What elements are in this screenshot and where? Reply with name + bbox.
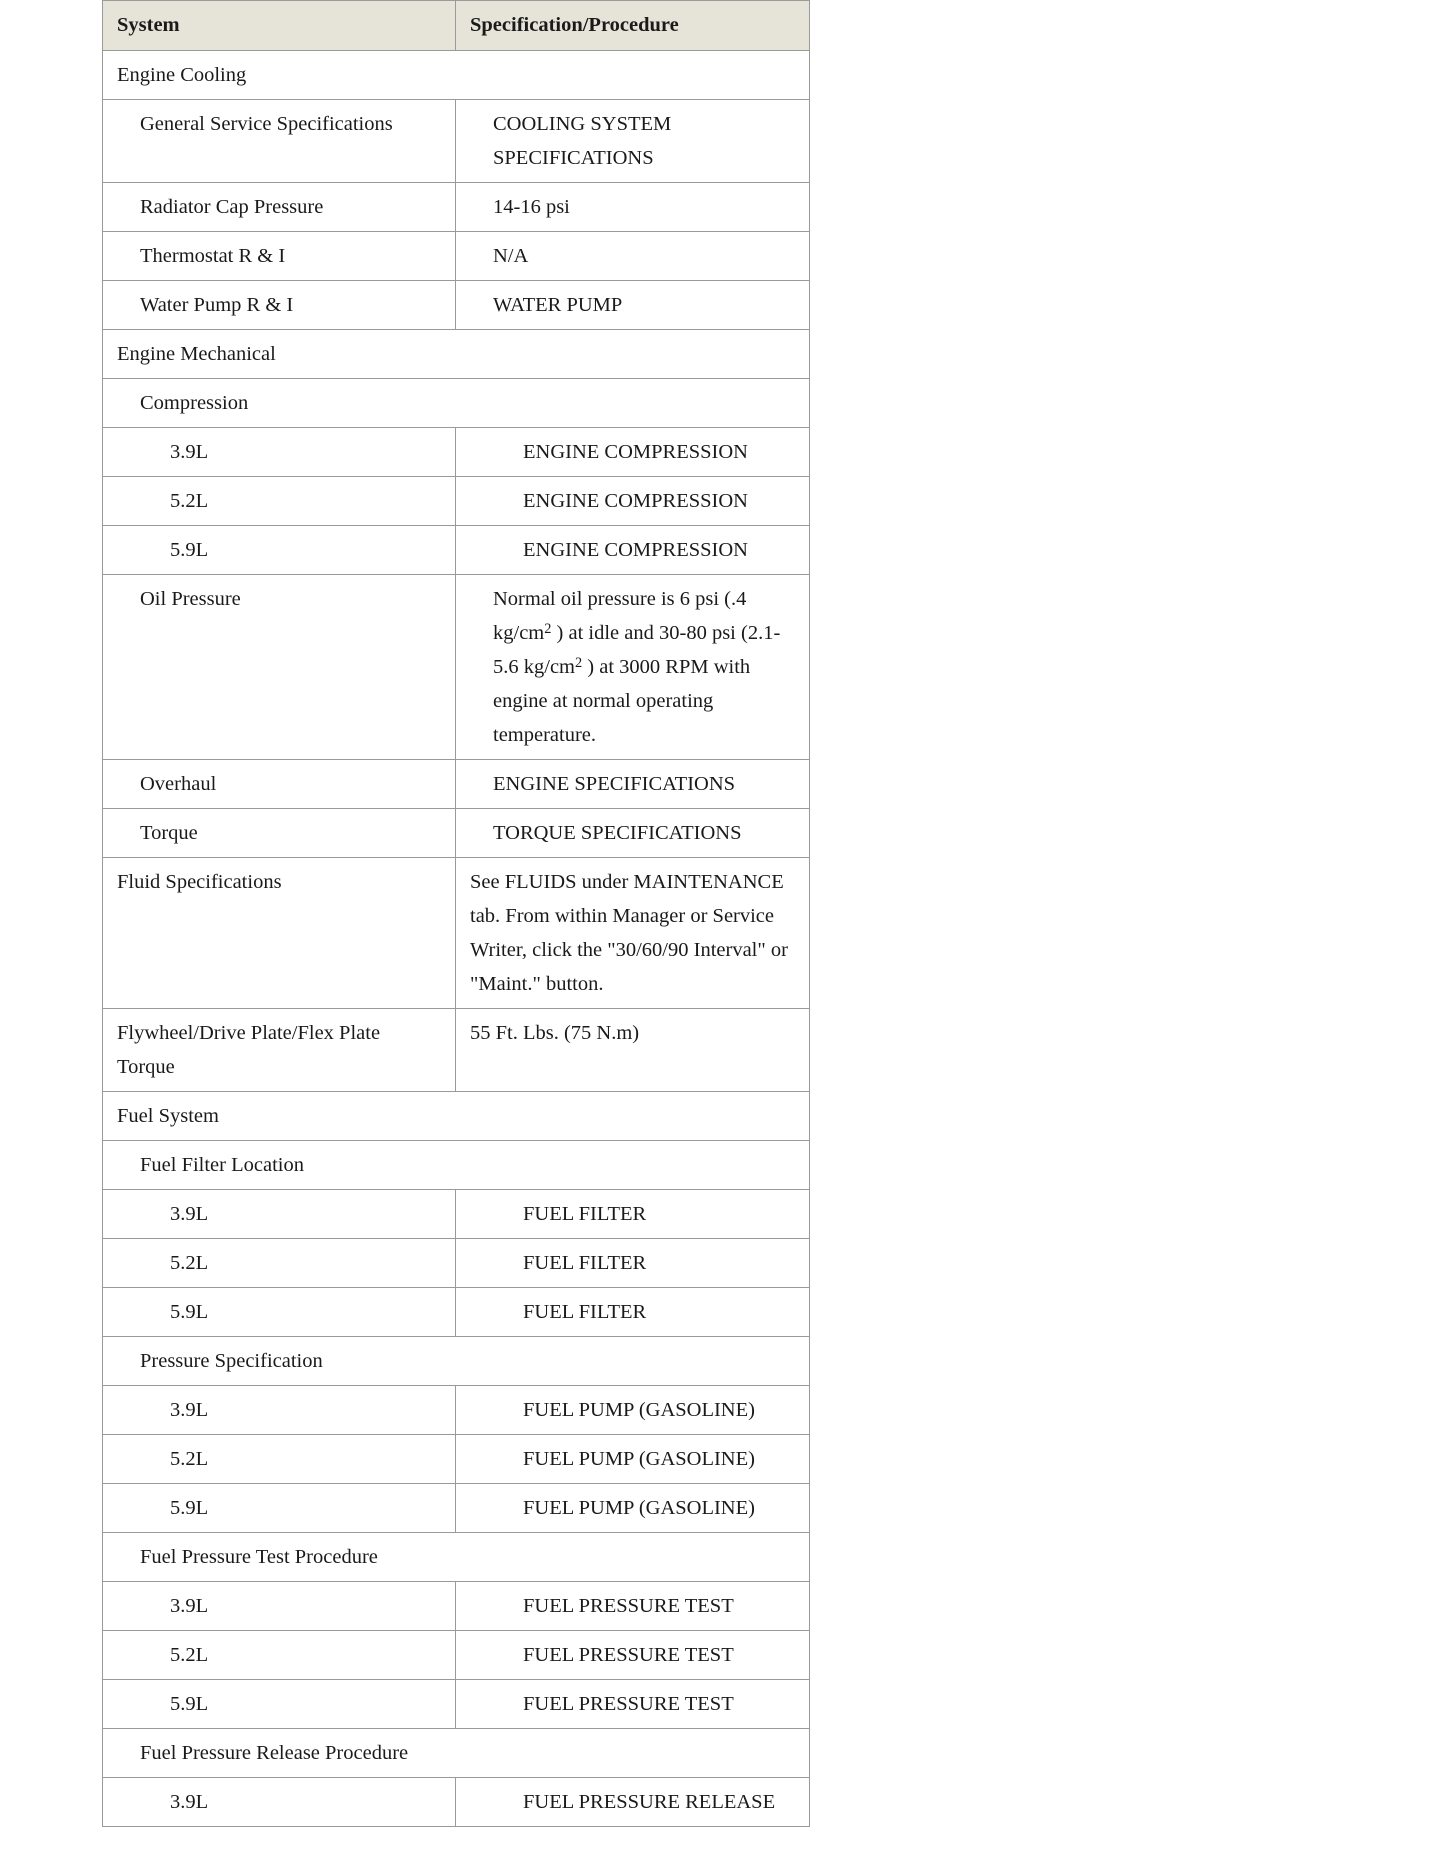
section-row xyxy=(103,379,810,428)
spec-cell: 55 Ft. Lbs. (75 N.m) xyxy=(456,1009,810,1092)
spec-cell: ENGINE COMPRESSION xyxy=(456,526,810,575)
section-row xyxy=(103,330,810,379)
table-row xyxy=(103,1239,810,1288)
system-cell: 5.9L xyxy=(103,1288,456,1337)
spec-table xyxy=(102,0,810,1827)
table-row xyxy=(103,100,810,183)
table-row xyxy=(103,1386,810,1435)
table-row xyxy=(103,232,810,281)
spec-cell: FUEL PRESSURE TEST xyxy=(456,1680,810,1729)
system-cell: Radiator Cap Pressure xyxy=(103,183,456,232)
table-row xyxy=(103,1778,810,1827)
section-row xyxy=(103,1337,810,1386)
table-row xyxy=(103,1009,810,1092)
spec-cell: N/A xyxy=(456,232,810,281)
spec-cell: WATER PUMP xyxy=(456,281,810,330)
header-system: System xyxy=(103,1,456,51)
system-cell: 5.9L xyxy=(103,1484,456,1533)
section-label: Fuel Pressure Release Procedure xyxy=(103,1729,810,1778)
spec-cell: FUEL PRESSURE TEST xyxy=(456,1582,810,1631)
system-cell: Oil Pressure xyxy=(103,575,456,760)
section-label: Fuel System xyxy=(103,1092,810,1141)
system-cell: Water Pump R & I xyxy=(103,281,456,330)
section-label: Compression xyxy=(103,379,810,428)
system-cell: Overhaul xyxy=(103,760,456,809)
table-row xyxy=(103,1484,810,1533)
section-label: Fuel Filter Location xyxy=(103,1141,810,1190)
spec-cell: COOLING SYSTEM SPECIFICATIONS xyxy=(456,100,810,183)
table-row xyxy=(103,575,810,760)
section-row xyxy=(103,1141,810,1190)
system-cell: Thermostat R & I xyxy=(103,232,456,281)
spec-cell: ENGINE COMPRESSION xyxy=(456,477,810,526)
superscript: 2 xyxy=(575,654,583,671)
spec-cell: FUEL PRESSURE RELEASE xyxy=(456,1778,810,1827)
spec-cell: FUEL FILTER xyxy=(456,1239,810,1288)
spec-cell: ENGINE COMPRESSION xyxy=(456,428,810,477)
table-row xyxy=(103,809,810,858)
spec-cell xyxy=(456,575,810,760)
table-row xyxy=(103,1288,810,1337)
section-label: Engine Mechanical xyxy=(103,330,810,379)
system-cell: 5.2L xyxy=(103,477,456,526)
section-row xyxy=(103,51,810,100)
table-row xyxy=(103,281,810,330)
system-cell: 3.9L xyxy=(103,1582,456,1631)
table-row xyxy=(103,1190,810,1239)
table-row xyxy=(103,183,810,232)
system-cell: Torque xyxy=(103,809,456,858)
spec-cell: FUEL PUMP (GASOLINE) xyxy=(456,1435,810,1484)
system-cell: 5.9L xyxy=(103,526,456,575)
table-row xyxy=(103,1680,810,1729)
spec-text: ) at 3000 RPM with engine at normal operating temperature. xyxy=(493,656,751,746)
spec-text: ) at idle and 30-80 psi (2.1-5.6 kg/cm xyxy=(493,622,781,678)
system-cell: 5.9L xyxy=(103,1680,456,1729)
spec-cell: See FLUIDS under MAINTENANCE tab. From within Manager or Service Writer, click the "30/60/90 Interval" or "Maint." button. xyxy=(456,858,810,1009)
header-row xyxy=(103,1,810,51)
section-row xyxy=(103,1092,810,1141)
section-label: Pressure Specification xyxy=(103,1337,810,1386)
spec-cell: FUEL FILTER xyxy=(456,1190,810,1239)
table-row xyxy=(103,526,810,575)
system-cell: 3.9L xyxy=(103,1190,456,1239)
table-row xyxy=(103,1435,810,1484)
spec-text: Normal oil pressure is 6 psi (.4 kg/cm xyxy=(493,588,747,644)
section-row xyxy=(103,1729,810,1778)
section-label: Engine Cooling xyxy=(103,51,810,100)
system-cell: 3.9L xyxy=(103,428,456,477)
table-row xyxy=(103,428,810,477)
system-cell: 5.2L xyxy=(103,1631,456,1680)
spec-cell: FUEL PUMP (GASOLINE) xyxy=(456,1484,810,1533)
system-cell: Fluid Specifications xyxy=(103,858,456,1009)
table-body xyxy=(103,51,810,1827)
spec-cell: FUEL FILTER xyxy=(456,1288,810,1337)
header-specification: Specification/Procedure xyxy=(456,1,810,51)
spec-cell: 14-16 psi xyxy=(456,183,810,232)
spec-cell: FUEL PUMP (GASOLINE) xyxy=(456,1386,810,1435)
table-row xyxy=(103,1582,810,1631)
system-cell: Flywheel/Drive Plate/Flex Plate Torque xyxy=(103,1009,456,1092)
system-cell: 5.2L xyxy=(103,1239,456,1288)
spec-cell: ENGINE SPECIFICATIONS xyxy=(456,760,810,809)
section-row xyxy=(103,1533,810,1582)
section-label: Fuel Pressure Test Procedure xyxy=(103,1533,810,1582)
table-row xyxy=(103,760,810,809)
table-row xyxy=(103,858,810,1009)
system-cell: 3.9L xyxy=(103,1778,456,1827)
superscript: 2 xyxy=(544,620,552,637)
table-row xyxy=(103,1631,810,1680)
spec-cell: FUEL PRESSURE TEST xyxy=(456,1631,810,1680)
system-cell: 3.9L xyxy=(103,1386,456,1435)
spec-cell: TORQUE SPECIFICATIONS xyxy=(456,809,810,858)
system-cell: 5.2L xyxy=(103,1435,456,1484)
system-cell: General Service Specifications xyxy=(103,100,456,183)
table-row xyxy=(103,477,810,526)
